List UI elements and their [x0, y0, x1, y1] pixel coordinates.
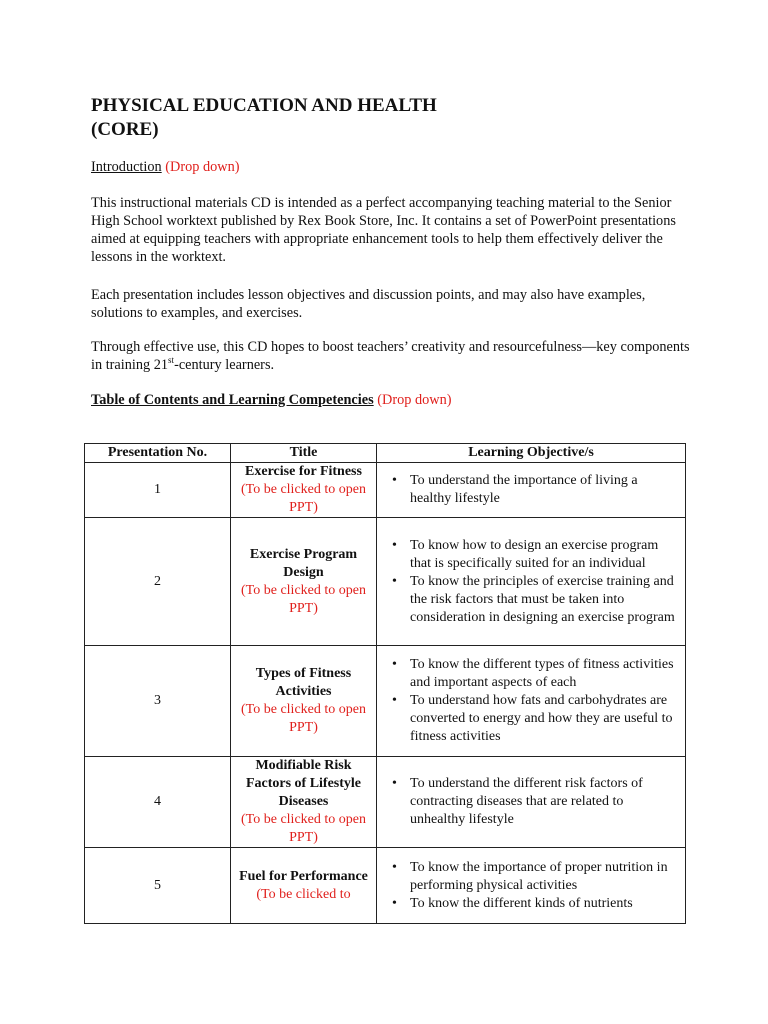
toc-header-row [85, 444, 686, 463]
introduction-dropdown[interactable]: (Drop down) [165, 159, 240, 175]
presentation-title: Exercise Program Design [249, 546, 358, 580]
presentation-number: 2 [85, 518, 231, 646]
table-row [85, 646, 686, 757]
presentation-number: 1 [85, 463, 231, 518]
presentation-title: Fuel for Performance [239, 868, 368, 884]
objective-item: • To know the different kinds of nutrients [381, 895, 681, 913]
toc-dropdown[interactable]: (Drop down) [377, 392, 452, 408]
page-title-line1: PHYSICAL EDUCATION AND HEALTH [91, 95, 437, 116]
column-header-title: Title [231, 444, 377, 463]
presentation-title: Exercise for Fitness [245, 464, 362, 479]
objective-item: • To know the importance of proper nutrition in performing physical activities [381, 859, 681, 895]
introduction-paragraph-3-end: -century learners. [174, 357, 275, 373]
presentation-title-cell [231, 848, 377, 924]
page-title [91, 94, 437, 142]
ordinal-suffix: st [168, 355, 175, 366]
table-row [85, 757, 686, 848]
objective-item: • To know the principles of exercise training and the risk factors that must be taken into consideration in designing an exercise program [381, 573, 681, 627]
toc-heading [91, 391, 691, 409]
introduction-paragraph-2: Each presentation includes lesson objectives and discussion points, and may also have examples, solutions to examples, and exercises. [91, 287, 646, 321]
objective-item: • To understand the importance of living a healthy lifestyle [381, 472, 681, 508]
presentation-number: 4 [85, 757, 231, 848]
open-ppt-link[interactable]: (To be clicked to open PPT) [241, 482, 366, 515]
presentation-number: 3 [85, 646, 231, 757]
introduction-paragraph-1: This instructional materials CD is intended as a perfect accompanying teaching material to the Senior High School worktext published by Rex Book Store, Inc. It contains a set of PowerPoint presentations aimed at equipping teachers with appropriate enhancement tools to help them effectively deliver the lessons in the worktext. [91, 195, 676, 265]
objective-item: • To understand the different risk factors of contracting diseases that are related to unhealthy lifestyle [381, 775, 681, 829]
objectives-cell [377, 757, 686, 848]
objective-item: • To know the different types of fitness activities and important aspects of each [381, 656, 681, 692]
introduction-paragraph-3 [91, 338, 691, 374]
page-title-line2: (CORE) [91, 119, 159, 140]
introduction-heading [91, 158, 691, 176]
open-ppt-link[interactable]: (To be clicked to open PPT) [241, 582, 366, 616]
objective-item: • To understand how fats and carbohydrates are converted to energy and how they are useful to fitness activities [381, 692, 681, 746]
presentation-title-cell [231, 646, 377, 757]
column-header-learning-objectives: Learning Objective/s [377, 444, 686, 463]
open-ppt-link[interactable]: (To be clicked to open PPT) [241, 812, 366, 845]
objectives-cell [377, 518, 686, 646]
objective-item: • To know how to design an exercise program that is specifically suited for an individual [381, 537, 681, 573]
presentation-title-cell [231, 463, 377, 518]
objectives-cell [377, 848, 686, 924]
objectives-list [381, 472, 681, 508]
objectives-cell [377, 463, 686, 518]
table-row [85, 848, 686, 924]
objectives-list [381, 656, 681, 746]
presentation-number: 5 [85, 848, 231, 924]
toc-label: Table of Contents and Learning Competencies [91, 392, 374, 408]
introduction-paragraph-3-text: Through effective use, this CD hopes to boost teachers’ creativity and resourcefulness—key components in training 21 [91, 339, 690, 373]
presentation-title-cell [231, 757, 377, 848]
presentation-title: Modifiable Risk Factors of Lifestyle Diseases [245, 758, 362, 809]
objectives-list [381, 537, 681, 627]
column-header-presentation-no: Presentation No. [85, 444, 231, 463]
introduction-label: Introduction [91, 159, 162, 175]
open-ppt-link[interactable]: (To be clicked to [256, 886, 351, 902]
presentation-title-cell [231, 518, 377, 646]
objectives-list [381, 859, 681, 913]
objectives-cell [377, 646, 686, 757]
toc-table [84, 443, 686, 924]
table-row [85, 463, 686, 518]
presentation-title: Types of Fitness Activities [255, 666, 352, 699]
open-ppt-link[interactable]: (To be clicked to open PPT) [241, 702, 366, 735]
table-row [85, 518, 686, 646]
objectives-list [381, 775, 681, 829]
